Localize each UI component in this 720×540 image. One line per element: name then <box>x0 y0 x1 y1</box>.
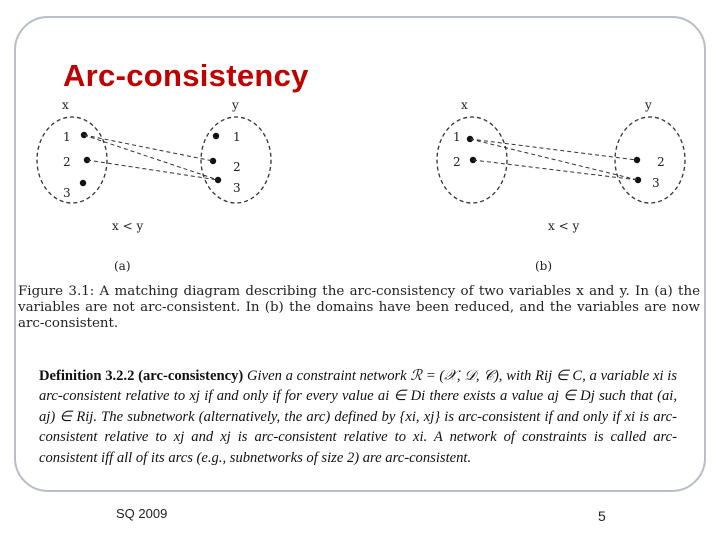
panel-a-x-dot-3 <box>80 180 86 186</box>
definition-block <box>39 366 677 468</box>
page-number: 5 <box>598 508 606 524</box>
panel-a-edge-1-3 <box>84 135 218 180</box>
panel-a-x-value-3: 3 <box>63 186 71 200</box>
panel-a-y-value-2: 2 <box>233 160 241 174</box>
definition-heading: Definition 3.2.2 (arc-consistency) <box>39 368 248 384</box>
panel-a-constraint-label: x < y <box>112 219 144 233</box>
panel-b <box>437 98 685 273</box>
panel-b-x-value-1: 1 <box>453 130 461 144</box>
panel-b-edge-1-2 <box>470 139 637 160</box>
panel-b-left-var-label: x <box>461 98 468 112</box>
panel-b-x-value-2: 2 <box>453 155 461 169</box>
slide-title: Arc-consistency <box>63 58 309 93</box>
panel-a-y-dot-1 <box>213 133 219 139</box>
figure-caption: Figure 3.1: A matching diagram describing the arc-consistency of two variables x and y. In (a) the variables are not arc-consistent. In (b) the domains have been reduced, and the variables are now arc-consistent. <box>18 284 700 331</box>
panel-a-x-value-1: 1 <box>63 130 71 144</box>
panel-b-edge-2-3 <box>473 160 638 180</box>
panel-a-domain-x-ellipse <box>37 117 107 203</box>
definition-body: Given a constraint network ℛ = (𝒳, 𝒟, 𝒞), with Rij ∈ C, a variable xi is arc-consistent relative to xj if and only if for every value ai ∈ Di there exists a value aj ∈ Dj such that (ai, aj) ∈ Rij. The subnetwork (alternatively, the arc) defined by {xi, xj} is arc-consistent if and only if xi is arc-consistent relative to xj and xj is arc-consistent relative to xi. A network of constraints is called arc-consistent iff all of its arcs (e.g., subnetworks of size 2) are arc-consistent. <box>39 368 677 466</box>
panel-b-y-value-2: 2 <box>657 155 665 169</box>
panel-b-right-var-label: y <box>645 98 652 112</box>
panel-a-edge-1-2 <box>84 135 213 161</box>
panel-b-label: (b) <box>535 259 553 273</box>
panel-a-right-var-label: y <box>232 98 239 112</box>
panel-b-edge-1-3 <box>470 139 638 180</box>
panel-a-x-value-2: 2 <box>63 155 71 169</box>
panel-a-label: (a) <box>114 259 131 273</box>
footer-course-label: SQ 2009 <box>116 506 168 521</box>
panel-a-left-var-label: x <box>62 98 69 112</box>
panel-a <box>37 98 271 273</box>
panel-b-constraint-label: x < y <box>548 219 580 233</box>
panel-b-y-value-3: 3 <box>652 176 660 190</box>
panel-a-y-value-3: 3 <box>233 181 241 195</box>
panel-b-domain-y-ellipse <box>615 117 685 203</box>
panel-a-y-value-1: 1 <box>233 130 241 144</box>
